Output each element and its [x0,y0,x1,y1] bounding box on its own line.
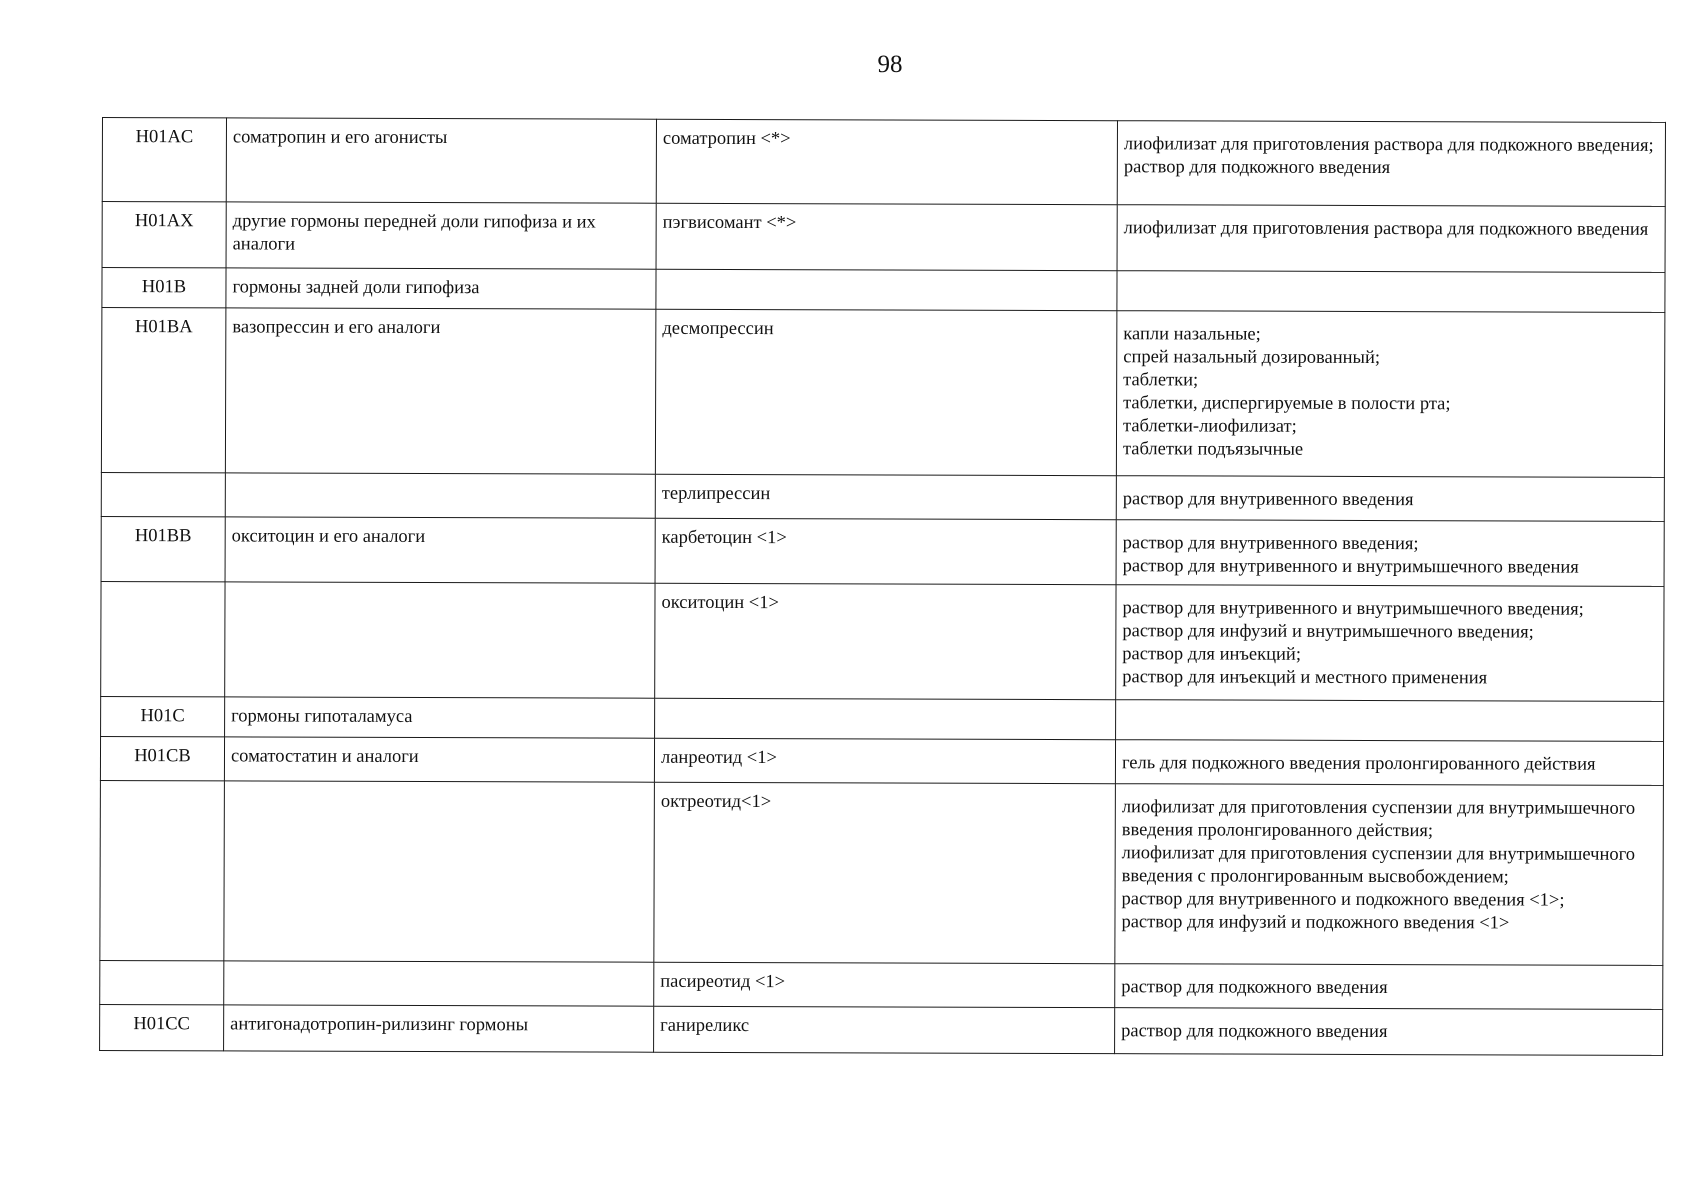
dosage-form-line: раствор для подкожного введения [1123,157,1391,179]
dosage-form-line: лиофилизат для приготовления суспензии для внутримышечного введения пролонгированного действия; [1121,797,1636,842]
table-body [100,118,1666,1056]
drug-name-cell: карбетоцин <1> [655,518,1116,584]
anatomical-group-cell: антигонадотропин-рилизинг гормоны [224,1005,654,1052]
dosage-form-line: лиофилизат для приготовления раствора для подкожного введения; [1123,134,1654,156]
dosage-forms-cell [1115,1008,1663,1056]
dosage-form-line: таблетки-лиофилизат; [1123,416,1297,437]
atc-code-cell [101,472,225,516]
drug-name-cell: ланреотид <1> [654,738,1115,783]
drug-name-cell: десмопрессин [655,309,1117,475]
dosage-forms-cell [1116,520,1664,587]
table-row [100,1004,1663,1055]
dosage-forms-cell [1115,784,1664,966]
drug-name-cell [655,698,1116,739]
table-row [102,202,1665,273]
atc-code-cell: H01B [102,268,226,308]
drug-name-cell: терлипрессин [655,474,1116,519]
dosage-form-line: раствор для внутривенного и внутримышечного введения; [1122,598,1584,620]
anatomical-group-cell: гормоны задней доли гипофиза [226,268,656,309]
dosage-form-line: таблетки; [1123,370,1199,391]
drug-name-cell: пэгвисомант <*> [656,203,1117,270]
drug-name-cell: окситоцин <1> [655,583,1116,699]
atc-code-cell: H01C [101,696,225,736]
anatomical-group-cell [225,473,655,518]
dosage-form-line: таблетки, диспергируемые в полости рта; [1123,393,1451,415]
anatomical-group-cell [225,582,655,698]
dosage-form-line: лиофилизат для приготовления раствора для подкожного введения [1123,218,1649,240]
page-number: 98 [877,51,903,78]
table-row [101,472,1664,521]
table-row [101,696,1664,741]
anatomical-group-cell: вазопрессин и его аналоги [225,308,656,474]
anatomical-group-cell: гормоны гипоталамуса [225,697,655,738]
dosage-form-line: раствор для инфузий и подкожного введения <1> [1121,912,1510,934]
atc-code-cell: H01BA [101,308,226,473]
table-row [100,736,1663,785]
dosage-form-line: раствор для инфузий и внутримышечного введения; [1122,621,1534,643]
dosage-form-line: таблетки подъязычные [1122,439,1304,460]
atc-code-cell: H01CB [100,736,224,780]
drug-table [99,117,1666,1056]
dosage-forms-cell [1116,585,1664,702]
dosage-forms-cell [1117,205,1665,273]
table-row [100,780,1664,965]
anatomical-group-cell: соматропин и его агонисты [226,118,656,203]
dosage-forms-cell [1116,476,1664,522]
dosage-form-line: лиофилизат для приготовления суспензии для внутримышечного введения с пролонгированным высвобождением; [1121,843,1636,888]
drug-name-cell: ганиреликс [654,1006,1115,1053]
dosage-forms-cell [1115,740,1663,786]
atc-code-cell: H01BB [101,516,225,581]
dosage-form-line: капли назальные; [1123,324,1261,345]
drug-name-cell: соматропин <*> [656,119,1117,204]
dosage-form-line: раствор для внутривенного введения; [1122,533,1419,555]
table-row [102,268,1665,313]
table-row [101,581,1664,701]
dosage-forms-cell [1116,700,1664,742]
atc-code-cell: H01AX [102,202,226,268]
dosage-forms-cell [1116,311,1665,478]
dosage-form-line: раствор для подкожного введения [1121,977,1388,999]
anatomical-group-cell [224,961,654,1006]
anatomical-group-cell [224,781,655,962]
anatomical-group-cell: соматостатин и аналоги [224,737,654,782]
atc-code-cell: H01AC [102,118,226,202]
drug-name-cell: октреотид<1> [654,782,1116,963]
table-row [102,118,1665,207]
dosage-forms-cell [1117,271,1665,313]
dosage-form-line: раствор для инъекций; [1122,644,1302,665]
dosage-form-line: раствор для внутривенного и внутримышечного введения [1122,556,1579,578]
atc-code-cell [100,960,224,1004]
anatomical-group-cell: другие гормоны передней доли гипофиза и их аналоги [226,202,656,269]
atc-code-cell [101,581,225,696]
table-row [100,960,1663,1009]
dosage-form-line: спрей назальный дозированный; [1123,347,1381,369]
atc-code-cell [100,780,225,960]
drug-name-cell: пасиреотид <1> [654,962,1115,1007]
table-row [101,308,1665,478]
dosage-form-line: раствор для инъекций и местного применения [1122,667,1488,689]
drug-name-cell [656,269,1117,310]
dosage-form-line: раствор для подкожного введения [1121,1021,1388,1043]
atc-code-cell: H01CC [100,1004,224,1050]
dosage-forms-cell [1115,964,1663,1010]
dosage-form-line: раствор для внутривенного введения [1122,489,1414,511]
table-row [101,516,1664,586]
dosage-form-line: раствор для внутривенного и подкожного введения <1>; [1121,889,1565,911]
dosage-form-line: гель для подкожного введения пролонгированного действия [1121,753,1596,775]
anatomical-group-cell: окситоцин и его аналоги [225,517,655,583]
dosage-forms-cell [1117,121,1665,207]
